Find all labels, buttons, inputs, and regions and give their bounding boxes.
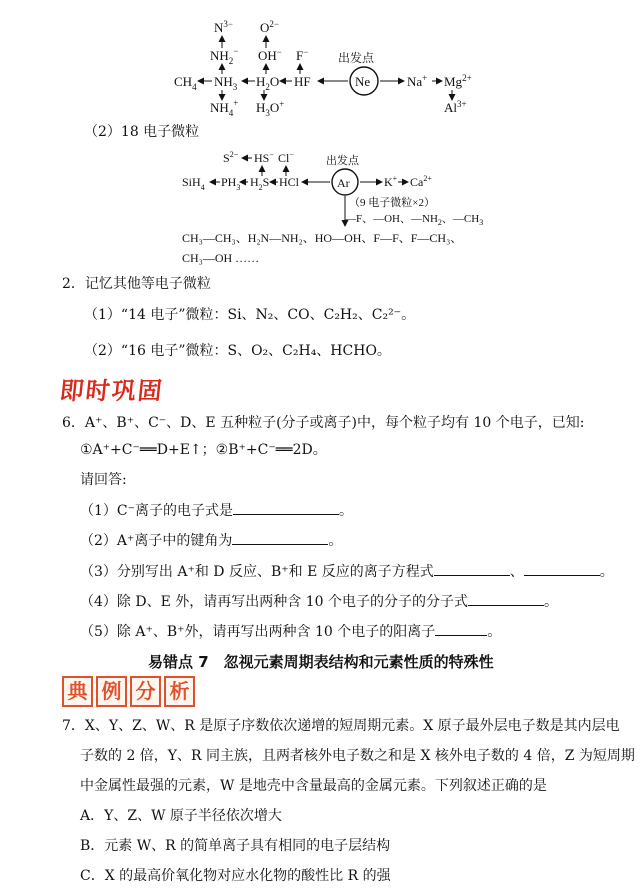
hf-label: HF: [294, 74, 311, 89]
q7-line2: 子数的 2 倍，Y、R 同主族，且两者核外电子数之和是 X 核外电子数的 4 倍，Z 为短周期: [80, 748, 635, 764]
section-heading-7: 易错点 7 忽视元素周期表结构和元素性质的特殊性: [148, 653, 494, 671]
q7-line3: 中金属性最强的元素，W 是地壳中含量最高的金属元素。下列叙述正确的是: [80, 778, 547, 794]
answer-blank[interactable]: [232, 530, 328, 545]
answer-blank[interactable]: [524, 561, 600, 576]
answer-blank[interactable]: [468, 591, 544, 606]
n3-label: $N^{3-}$: [214, 19, 233, 35]
item-2-1: （1）“14 电子”微粒：Si、N₂、CO、C₂H₂、C₂²⁻。: [84, 307, 416, 323]
mg-label: $Mg^{2+}$: [444, 73, 472, 89]
q7-line1: 7．X、Y、Z、W、R 是原子序数依次递增的短周期元素。X 原子最外层电子数是其内层电: [62, 718, 620, 734]
nh4-label: $NH_4^+$: [210, 98, 239, 118]
sih4-label: SiH$_4$: [182, 175, 205, 192]
nh2-label: $NH_2^-$: [210, 46, 239, 66]
eighteen-electron-row1: CH₃—CH₃、H₂N—NH₂、HO—OH、F—F、F—CH₃、: [182, 231, 463, 245]
q6-part2: （2）A⁺离子中的键角为 。: [80, 530, 342, 551]
stamp-char: 分: [130, 676, 161, 707]
section-18-electron-label: （2）18 电子微粒: [84, 124, 200, 140]
ch4-label: $CH_4$: [174, 74, 197, 92]
hcl-label: HCl: [279, 175, 300, 189]
stamp-char: 析: [164, 676, 195, 707]
q7-option-a[interactable]: A．Y、Z、W 原子半径依次增大: [80, 808, 282, 824]
q7-option-b[interactable]: B．元素 W、R 的简单离子具有相同的电子层结构: [80, 838, 391, 854]
practice-stamp: 即时巩固: [58, 377, 166, 405]
stamp-char: 例: [96, 676, 127, 707]
s2-label: $S^{2-}$: [223, 150, 239, 165]
q7-option-c[interactable]: C．X 的最高价氧化物对应水化物的酸性比 R 的强: [80, 868, 391, 884]
eighteen-electron-row2: CH₃—OH ……: [182, 251, 260, 265]
q6-stem: 6．A⁺、B⁺、C⁻、D、E 五种粒子(分子或离子)中，每个粒子均有 10 个电子，已知:: [62, 415, 585, 431]
start-point-label-2: 出发点: [326, 155, 359, 167]
al-label: $Al^{3+}$: [444, 99, 467, 115]
nine-electron-list: —F、—OH、$—NH_2$、$—CH_3$: [345, 213, 484, 227]
start-point-label: 出发点: [338, 51, 375, 65]
stamp-char: 典: [62, 676, 93, 707]
answer-blank[interactable]: [434, 561, 510, 576]
answer-blank[interactable]: [233, 500, 339, 515]
nine-electron-label: （9 电子微粒×2）: [349, 197, 435, 209]
example-analysis-stamp: [62, 676, 195, 707]
nh3-label: $NH_3$: [214, 74, 238, 92]
hs-label: HS−: [254, 150, 274, 165]
q6-part1: （1）C⁻离子的电子式是 。: [80, 500, 353, 521]
f-label: F−: [296, 47, 309, 63]
answer-blank[interactable]: [435, 621, 487, 636]
q6-part4: （4）除 D、E 外，请再写出两种含 10 个电子的分子的分子式 。: [80, 591, 558, 612]
ca-label: $Ca^{2+}$: [410, 174, 432, 189]
q6-part3: （3）分别写出 A⁺和 D 反应、B⁺和 E 反应的离子方程式 、 。: [80, 561, 614, 582]
item-2-2: （2）“16 电子”微粒：S、O₂、C₂H₄、HCHO。: [84, 343, 391, 359]
ar-label: Ar: [337, 176, 350, 190]
ph3-label: $PH_3$: [221, 175, 241, 192]
item-2-heading: 2．记忆其他等电子微粒: [62, 276, 211, 292]
q6-part5: （5）除 A⁺、B⁺外，请再写出两种含 10 个电子的阳离子 。: [80, 621, 501, 642]
ne-label: Ne: [355, 74, 371, 89]
q6-reactions: ①A⁺+C⁻══D+E↑；②B⁺+C⁻══2D。: [80, 442, 327, 458]
h2s-label: $H_2S$: [250, 175, 270, 192]
cl-label: Cl−: [278, 150, 294, 165]
q6-ask: 请回答:: [80, 472, 127, 488]
k-label: K+: [384, 174, 398, 189]
h2o-label: $H_2O$: [256, 74, 280, 92]
oh-label: OH−: [258, 47, 282, 63]
h3o-label: $H_3O^+$: [256, 99, 285, 118]
na-label: Na+: [407, 73, 428, 89]
o2-label: $O^{2-}$: [260, 19, 279, 35]
